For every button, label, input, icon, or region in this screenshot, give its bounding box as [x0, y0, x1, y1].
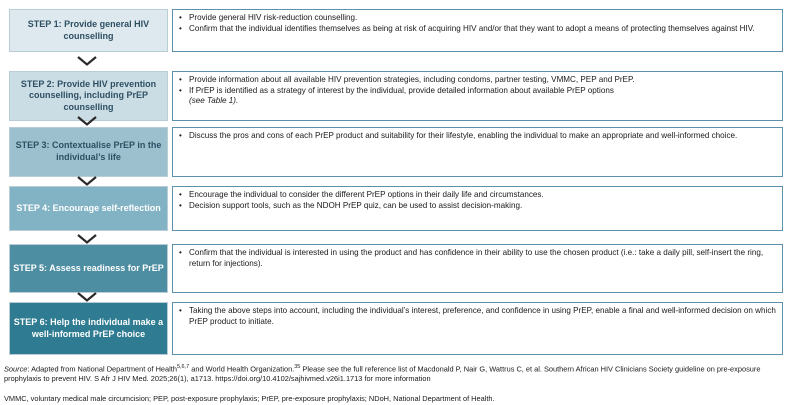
step-4-bullet-text: Decision support tools, such as the NDOH PrEP quiz, can be used to assist decision-making. [189, 200, 523, 210]
step-2-bullet [179, 86, 776, 97]
step-1-bullet [179, 13, 776, 24]
step-4-bullet [179, 201, 776, 212]
source-text-3: Please see the full reference list of Macdonald P, Nair G, Wattrus C, et al. Southern African HIV Clinicians Society guideline on pre-exposure prophylaxis to prevent HIV. S Afr J HIV Med. 2025;26(1), a1713. https://doi.org/10.4102/sajhivmed.v26i1.1713 for more information [4, 364, 761, 383]
source-text-1: : Adapted from National Department of Health [27, 364, 177, 374]
step-2-title: STEP 2: Provide HIV prevention counselling, including PrEP counselling [20, 78, 157, 112]
step-4-box [9, 186, 168, 231]
step-4-description [172, 186, 783, 231]
step-2-bullet [179, 75, 776, 86]
bullet-dot-icon: • [179, 248, 182, 257]
step-3-title: STEP 3: Contextualise PrEP in the individual’s life [15, 140, 162, 162]
step-2-bullet-text: Provide information about all available HIV prevention strategies, including condoms, partner testing, VMMC, PEP and PrEP. [189, 75, 635, 84]
step-3-bullet-text: Discuss the pros and cons of each PrEP product and suitability for their lifestyle, enabling the individual to make an appropriate and well-informed choice. [189, 131, 738, 140]
step-2-bullet-text: If PrEP is identified as a strategy of interest by the individual, provide detailed information about available PrEP options [189, 85, 614, 95]
source-superscript-1: 5,6,7 [176, 364, 190, 370]
source-text-2: and World Health Organization. [189, 364, 295, 374]
step-5-bullet [179, 248, 776, 269]
step-3-description [172, 127, 783, 177]
step-2-description [172, 71, 783, 121]
chevron-down-icon [76, 292, 98, 302]
step-6-bullet [179, 306, 776, 327]
source-note [4, 364, 784, 383]
step-4-bullet [179, 190, 776, 201]
step-3-box [9, 127, 168, 177]
step-6-bullet-text: Taking the above steps into account, including the individual’s interest, preference, and confidence in using PrEP, enable a final and well-informed decision on which PrEP product to initiate. [189, 306, 776, 326]
step-6-title: STEP 6: Help the individual make a well-informed PrEP choice [13, 316, 164, 339]
bullet-dot-icon: • [179, 13, 182, 22]
chevron-down-icon [76, 56, 98, 66]
bullet-dot-icon: • [179, 23, 182, 33]
chevron-down-icon [76, 116, 98, 126]
step-5-description [172, 244, 783, 293]
step-2-note: (see Table 1). [189, 96, 239, 106]
step-4-title: STEP 4: Encourage self-reflection [16, 202, 161, 213]
bullet-dot-icon: • [179, 85, 182, 95]
abbreviations-note: VMMC, voluntary medical male circumcision; PEP, post-exposure prophylaxis; PrEP, pre-exposure prophylaxis; NDoH, National Department of Health. [4, 394, 495, 403]
step-row-2 [9, 71, 783, 121]
step-1-box [9, 9, 168, 52]
step-1-bullet-text: Confirm that the individual identifies themselves as being at risk of acquiring HIV and/or that they want to adopt a means of protecting themselves against HIV. [189, 23, 755, 33]
chevron-down-icon [76, 176, 98, 186]
step-1-title: STEP 1: Provide general HIV counselling [27, 18, 150, 41]
step-3-bullet [179, 131, 776, 142]
step-row-3 [9, 127, 783, 177]
step-1-bullet [179, 24, 776, 35]
bullet-dot-icon: • [179, 131, 182, 140]
step-4-bullet-text: Encourage the individual to consider the different PrEP options in their daily life and circumstances. [189, 190, 544, 199]
step-5-title: STEP 5: Assess readiness for PrEP [13, 262, 164, 273]
step-row-5 [9, 244, 783, 293]
bullet-dot-icon: • [179, 190, 182, 199]
bullet-dot-icon: • [179, 200, 182, 210]
step-row-6 [9, 302, 783, 355]
step-row-4 [9, 186, 783, 231]
chevron-down-icon [76, 234, 98, 244]
step-6-description [172, 302, 783, 355]
step-5-box [9, 244, 168, 293]
step-row-1 [9, 9, 783, 52]
source-superscript-2: 35 [294, 364, 301, 370]
step-6-box [9, 302, 168, 355]
step-5-bullet-text: Confirm that the individual is interested in using the product and has confidence in their ability to use the chosen product (i.e.: take a daily pill, self-insert the ring, return for injections). [189, 248, 764, 268]
source-label: Source [4, 364, 28, 374]
step-1-description [172, 9, 783, 52]
bullet-dot-icon: • [179, 75, 182, 84]
step-1-bullet-text: Provide general HIV risk-reduction counselling. [189, 13, 358, 22]
bullet-dot-icon: • [179, 306, 182, 315]
step-2-box [9, 71, 168, 121]
